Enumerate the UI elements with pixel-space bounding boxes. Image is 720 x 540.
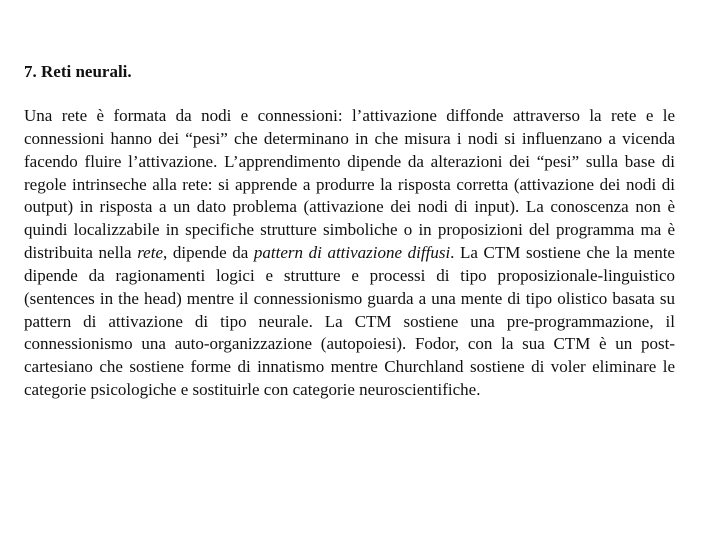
paragraph-text-part-3: . La CTM sostiene che la mente dipende da ragionamenti logici e strutture e processi di tipo proposizionale-linguistico (sentences in the head) mentre il connessionismo guarda a una mente di tipo olistico basata su pattern di attivazione di tipo neurale. La CTM sostiene una pre-programmazione, il connessionismo una auto-organizzazione (autopoiesi). Fodor, con la sua CTM è un post-cartesiano che sostiene forme di innatismo mentre Churchland sostiene di voler eliminare le categorie psicologiche e sostituirle con categorie neuroscientifiche. [24, 243, 675, 400]
paragraph-text-part-1: Una rete è formata da nodi e connessioni: l’attivazione diffonde attraverso la rete e le connessioni hanno dei “pesi” che determinano in che misura i nodi si influenzano a vicenda facendo fluire l’attivazione. L’apprendimento dipende da alterazioni dei “pesi” sulla base di regole intrinseche alla rete: si apprende a produrre la risposta corretta (attivazione dei nodi di output) in risposta a un dato problema (attivazione dei nodi di input). La conoscenza non è quindi localizzabile in specifiche strutture simboliche o in proposizioni del programma ma è distribuita nella [24, 106, 675, 263]
italic-term-pattern: pattern di attivazione diffusi [253, 243, 451, 263]
body-paragraph [24, 105, 675, 402]
paragraph-text-part-2: , dipende da [163, 243, 254, 263]
slide-title: 7. Reti neurali. [24, 62, 132, 81]
italic-term-rete: rete [137, 243, 163, 263]
